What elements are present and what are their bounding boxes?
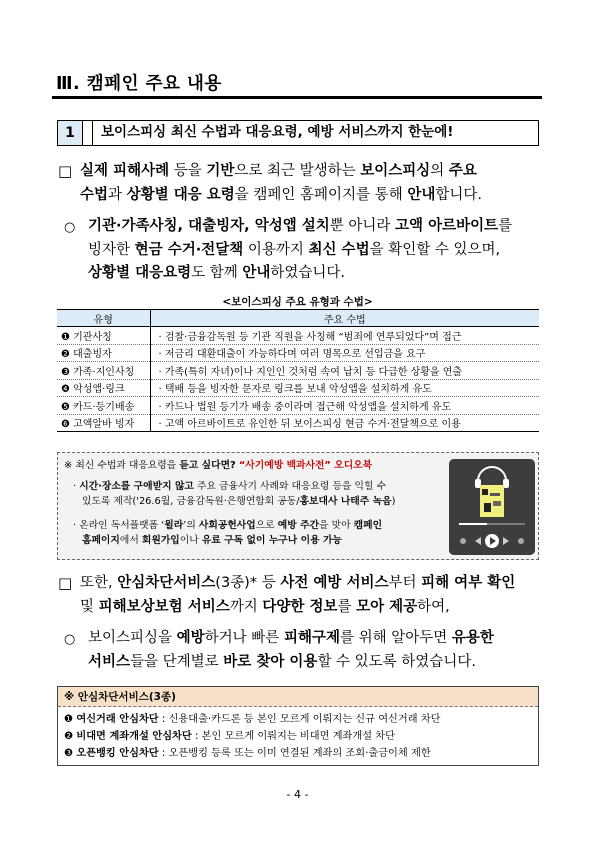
table-cell-method: · 가족(특히 자녀)이나 지인인 것처럼 속여 납치 등 다급한 상황을 연출: [150, 362, 539, 380]
table-cell-method: · 저금리 대환대출이 가능하다며 여러 명목으로 선입금을 요구: [150, 344, 539, 362]
table-cell-type: ❸ 가족·지인사칭: [57, 362, 150, 380]
safety-item-3: [64, 749, 431, 759]
table-header-type: 유형: [57, 310, 150, 327]
p3-line2: [80, 600, 450, 615]
text-run: 하거나 빠른: [204, 630, 284, 646]
text-run: 기관·가족사칭, 대출빙자, 악성앱 설치: [88, 218, 330, 234]
text-run: 까지: [229, 599, 263, 615]
safety-services-title: ※ 안심차단서비스(3종): [58, 687, 538, 707]
text-run: ❸: [64, 748, 77, 759]
text-run: 피해 여부 확인: [421, 575, 516, 591]
text-run: 합니다.: [435, 187, 482, 203]
text-run: 이용까지: [243, 242, 309, 258]
text-run: 시간·장소를 구애받지 않고: [79, 481, 194, 492]
text-run: 서비스: [88, 654, 131, 670]
text-run: 윌라: [164, 520, 184, 531]
text-run: 과: [108, 187, 127, 203]
phishing-methods-table: [57, 309, 539, 432]
text-run: · 온라인 독서플랫폼 ‘: [73, 520, 165, 531]
table-row: [57, 397, 539, 415]
table-cell-type: ❻ 고액알바 빙자: [57, 414, 150, 432]
text-run: 예방: [176, 630, 205, 646]
text-run: 여신거래 안심차단: [76, 714, 159, 725]
text-run: 또한,: [80, 575, 118, 591]
text-run: ※ 최신 수법과 대응요령을: [64, 460, 180, 471]
table-header-method: 주요 수법: [150, 310, 539, 327]
square-bullet: □: [58, 574, 73, 592]
text-run: 안내: [242, 265, 271, 281]
text-run: 모아 제공: [356, 599, 418, 615]
headline-number: 1: [58, 121, 83, 145]
text-run: ·: [73, 481, 80, 492]
table-row: [57, 344, 539, 362]
info-line1: [64, 461, 372, 471]
text-run: : 오픈뱅킹 등록 또는 이미 연결된 계좌의 조회·출금이체 제한: [158, 748, 431, 759]
safety-item-2: [64, 732, 395, 742]
text-run: 예방 주간: [277, 520, 320, 531]
p3-line1: [80, 576, 515, 591]
table-row: [57, 414, 539, 432]
info-line2: [73, 482, 386, 492]
text-run: 할 수 있도록 하였습니다.: [317, 654, 476, 670]
text-run: 이나: [179, 535, 202, 546]
table-cell-type: ❺ 카드·등기배송: [57, 397, 150, 415]
text-run: 및: [80, 599, 99, 615]
table-cell-type: ❹ 악성앱·링크: [57, 379, 150, 397]
text-run: 등을: [169, 163, 207, 179]
text-run: 사전 예방 서비스: [280, 575, 389, 591]
text-run: 보이스피싱: [360, 163, 431, 179]
table-cell-method: · 카드나 법원 등기가 배송 중이라며 접근해 악성앱을 설치하게 유도: [150, 397, 539, 415]
text-run: 유용한: [451, 630, 494, 646]
info-line5: [82, 536, 342, 546]
text-run: 를: [498, 218, 513, 234]
text-run: 수법: [80, 187, 109, 203]
info-line4: [73, 521, 382, 531]
table-row: [57, 362, 539, 380]
headline-text: 보이스피싱 최신 수법과 대응요령, 예방 서비스까지 한눈에!: [92, 120, 538, 146]
text-run: 홈페이지: [82, 535, 120, 546]
table-cell-type: ❶ 기관사칭: [57, 327, 150, 345]
p1-line2: [80, 188, 482, 203]
circle-bullet: ○: [64, 632, 76, 647]
text-run: : 신용대출·카드론 등 본인 모르게 이뤄지는 신규 여신거래 차단: [158, 714, 441, 725]
text-run: 사회공헌사업: [198, 520, 256, 531]
text-run: 바로 찾아 이용: [223, 654, 318, 670]
p4-line1: [88, 631, 494, 646]
text-run: ): [391, 496, 396, 507]
table-cell-method: · 검찰·금융감독원 등 기관 직원을 사칭해 “범죄에 연루되었다”며 접근: [150, 327, 539, 345]
text-run: 빙자한: [88, 242, 135, 258]
section-title: Ⅲ. 캠페인 주요 내용: [56, 74, 222, 94]
text-run: 비대면 계좌개설 안심차단: [76, 731, 192, 742]
text-run: 최신 수법: [308, 242, 370, 258]
text-run: 피해보상보험 서비스: [98, 599, 230, 615]
text-run: 실제 피해사례: [80, 163, 170, 179]
text-run: 오픈뱅킹 안심차단: [76, 748, 159, 759]
table-cell-method: · 택배 등을 빙자한 문자로 링크를 보내 악성앱을 설치하게 유도: [150, 379, 539, 397]
table-caption: <보이스피싱 주요 유형과 수법>: [222, 296, 373, 308]
text-run: 하여,: [417, 599, 450, 615]
safety-services-box: [57, 686, 539, 766]
table-header-row: [57, 310, 539, 327]
page-number: - 4 -: [286, 788, 309, 801]
text-run: ❶: [64, 714, 77, 725]
p4-line2: [88, 655, 476, 670]
text-run: (3종)* 등: [215, 575, 281, 591]
table-cell-type: ❷ 대출빙자: [57, 344, 150, 362]
text-run: 홍보대사 나태주 녹음: [299, 496, 392, 507]
text-run: 유료 구독 없이 누구나 이용 가능: [201, 535, 342, 546]
text-run: 도 함께: [191, 265, 243, 281]
text-run: 있도록 제작('26.6월, 금융감독원·은행연합회 공동/: [82, 496, 300, 507]
text-run: ’의: [183, 520, 199, 531]
text-run: 캠페인: [353, 520, 383, 531]
text-run: 주요: [448, 163, 477, 179]
text-run: 기반: [206, 163, 235, 179]
text-run: 의: [430, 163, 449, 179]
text-run: 보이스피싱을: [88, 630, 177, 646]
text-run: 다양한 정보: [262, 599, 338, 615]
text-run: 으로 최근 발생하는: [234, 163, 361, 179]
headline-box: [57, 120, 539, 146]
text-run: 상황별 대응요령: [88, 265, 192, 281]
text-run: 들을 단계별로: [130, 654, 224, 670]
p2-line1: [88, 219, 512, 234]
audiobook-player-icon: [449, 459, 535, 555]
audiobook-info-box: [57, 452, 539, 560]
text-run: 하였습니다.: [270, 265, 346, 281]
text-run: 뿐 아니라: [329, 218, 396, 234]
text-run: 고액 아르바이트: [395, 218, 499, 234]
text-run: : 본인 모르게 이뤄지는 비대면 계좌개설 차단: [191, 731, 395, 742]
square-bullet: □: [58, 162, 73, 180]
text-run: 을 맞아: [319, 520, 354, 531]
p1-line1: [80, 164, 477, 179]
title-divider: [52, 96, 542, 99]
text-run: 을 확인할 수 있으며,: [369, 242, 501, 258]
text-run: 주요 금융사기 사례와 대응요령 등을 익힐 수: [193, 481, 387, 492]
text-run: 현금 수거·전달책: [134, 242, 244, 258]
text-run: “사기예방 백과사전” 오디오북: [238, 460, 373, 471]
text-run: ❷: [64, 731, 77, 742]
text-run: 를 위해 알아두면: [339, 630, 452, 646]
text-run: 안내: [407, 187, 436, 203]
text-run: 안심차단서비스: [117, 575, 216, 591]
text-run: 회원가입: [141, 535, 180, 546]
text-run: 에서: [119, 535, 142, 546]
p2-line3: [88, 266, 345, 281]
safety-item-1: [64, 715, 441, 725]
table-row: [57, 379, 539, 397]
table-row: [57, 327, 539, 345]
text-run: 을 캠페인 홈페이지를 통해: [234, 187, 408, 203]
text-run: 듣고 싶다면?: [179, 460, 236, 471]
info-line3: [82, 497, 395, 507]
p2-line2: [88, 243, 500, 258]
text-run: 상황별 대응 요령: [126, 187, 235, 203]
text-run: 를: [337, 599, 357, 615]
text-run: 피해구제: [283, 630, 340, 646]
text-run: 부터: [388, 575, 422, 591]
text-run: 으로: [255, 520, 278, 531]
circle-bullet: ○: [64, 220, 76, 235]
table-cell-method: · 고액 아르바이트로 유인한 뒤 보이스피싱 현금 수거·전달책으로 이용: [150, 414, 539, 432]
